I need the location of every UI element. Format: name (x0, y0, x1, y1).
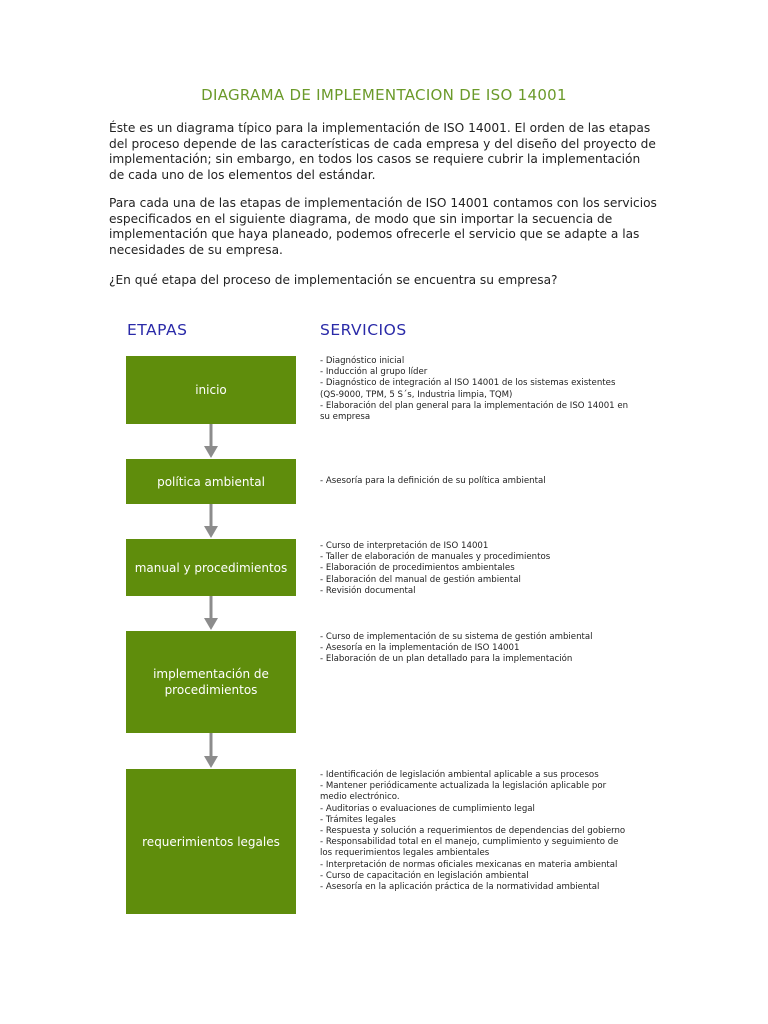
service-item: - Asesoría en la implementación de ISO 14001 (320, 643, 520, 654)
down-arrow-icon (202, 504, 220, 539)
service-item: - Inducción al grupo líder (320, 367, 428, 378)
services-implementacion-procedimientos (320, 632, 630, 666)
document-title: DIAGRAMA DE IMPLEMENTACION DE ISO 14001 (201, 86, 567, 104)
stage-implementacion-procedimientos: implementación de procedimientos (126, 631, 296, 733)
service-item: - Auditorias o evaluaciones de cumplimiento legal (320, 803, 535, 814)
service-item: - Trámites legales (320, 814, 396, 825)
down-arrow-icon (202, 596, 220, 631)
service-item: - Elaboración de procedimientos ambientales (320, 563, 515, 574)
service-item: - Identificación de legislación ambiental aplicable a sus procesos (320, 770, 599, 780)
stage-politica-ambiental: política ambiental (126, 459, 296, 504)
service-item: - Diagnóstico inicial (320, 356, 405, 366)
service-item: - Interpretación de normas oficiales mexicanas en materia ambiental (320, 859, 618, 870)
etapas-header: ETAPAS (127, 321, 188, 339)
services-inicio (320, 356, 630, 423)
services-manual-procedimientos (320, 541, 630, 597)
services-requerimientos-legales (320, 770, 630, 893)
service-item: - Mantener periódicamente actualizada la legislación aplicable por medio electrónico. (320, 781, 607, 803)
intro-paragraph-1: Éste es un diagrama típico para la implementación de ISO 14001. El orden de las etapas del proceso depende de las características de cada empresa y del diseño del proyecto de implementación; sin embargo, en todos los casos se requiere cubrir la implementación de cada uno de los elementos del estándar. (109, 121, 656, 182)
service-item: - Curso de implementación de su sistema de gestión ambiental (320, 632, 593, 642)
stage-manual-procedimientos: manual y procedimientos (126, 539, 296, 596)
stage-inicio: inicio (126, 356, 296, 424)
question-paragraph: ¿En qué etapa del proceso de implementación se encuentra su empresa? (109, 273, 558, 287)
stage-requerimientos-legales: requerimientos legales (126, 769, 296, 914)
down-arrow-icon (202, 733, 220, 769)
service-item: - Elaboración de un plan detallado para la implementación (320, 654, 573, 665)
services-politica-ambiental (320, 476, 630, 487)
service-item: - Elaboración del manual de gestión ambiental (320, 574, 521, 585)
service-item: - Taller de elaboración de manuales y procedimientos (320, 552, 551, 563)
servicios-header: SERVICIOS (320, 321, 407, 339)
service-item: - Curso de interpretación de ISO 14001 (320, 541, 489, 551)
down-arrow-icon (202, 424, 220, 459)
service-item: - Asesoría en la aplicación práctica de la normatividad ambiental (320, 882, 600, 893)
service-item: - Respuesta y solución a requerimientos de dependencias del gobierno (320, 826, 626, 837)
service-item: - Asesoría para la definición de su política ambiental (320, 476, 546, 486)
intro-paragraph-2: Para cada una de las etapas de implementación de ISO 14001 contamos con los servicios especificados en el siguiente diagrama, de modo que sin importar la secuencia de implementación que haya planeado, podemos ofrecerle el servicio que se adapte a las necesidades de su empresa. (109, 196, 657, 257)
service-item: - Diagnóstico de integración al ISO 14001 de los sistemas existentes (QS-9000, TPM, 5 S´s, Industria limpia, TQM) (320, 378, 616, 400)
service-item: - Curso de capacitación en legislación ambiental (320, 870, 529, 881)
service-item: - Revisión documental (320, 585, 416, 596)
service-item: - Elaboración del plan general para la implementación de ISO 14001 en su empresa (320, 400, 629, 423)
service-item: - Responsabilidad total en el manejo, cumplimiento y seguimiento de los requerimientos legales ambientales (320, 837, 619, 859)
